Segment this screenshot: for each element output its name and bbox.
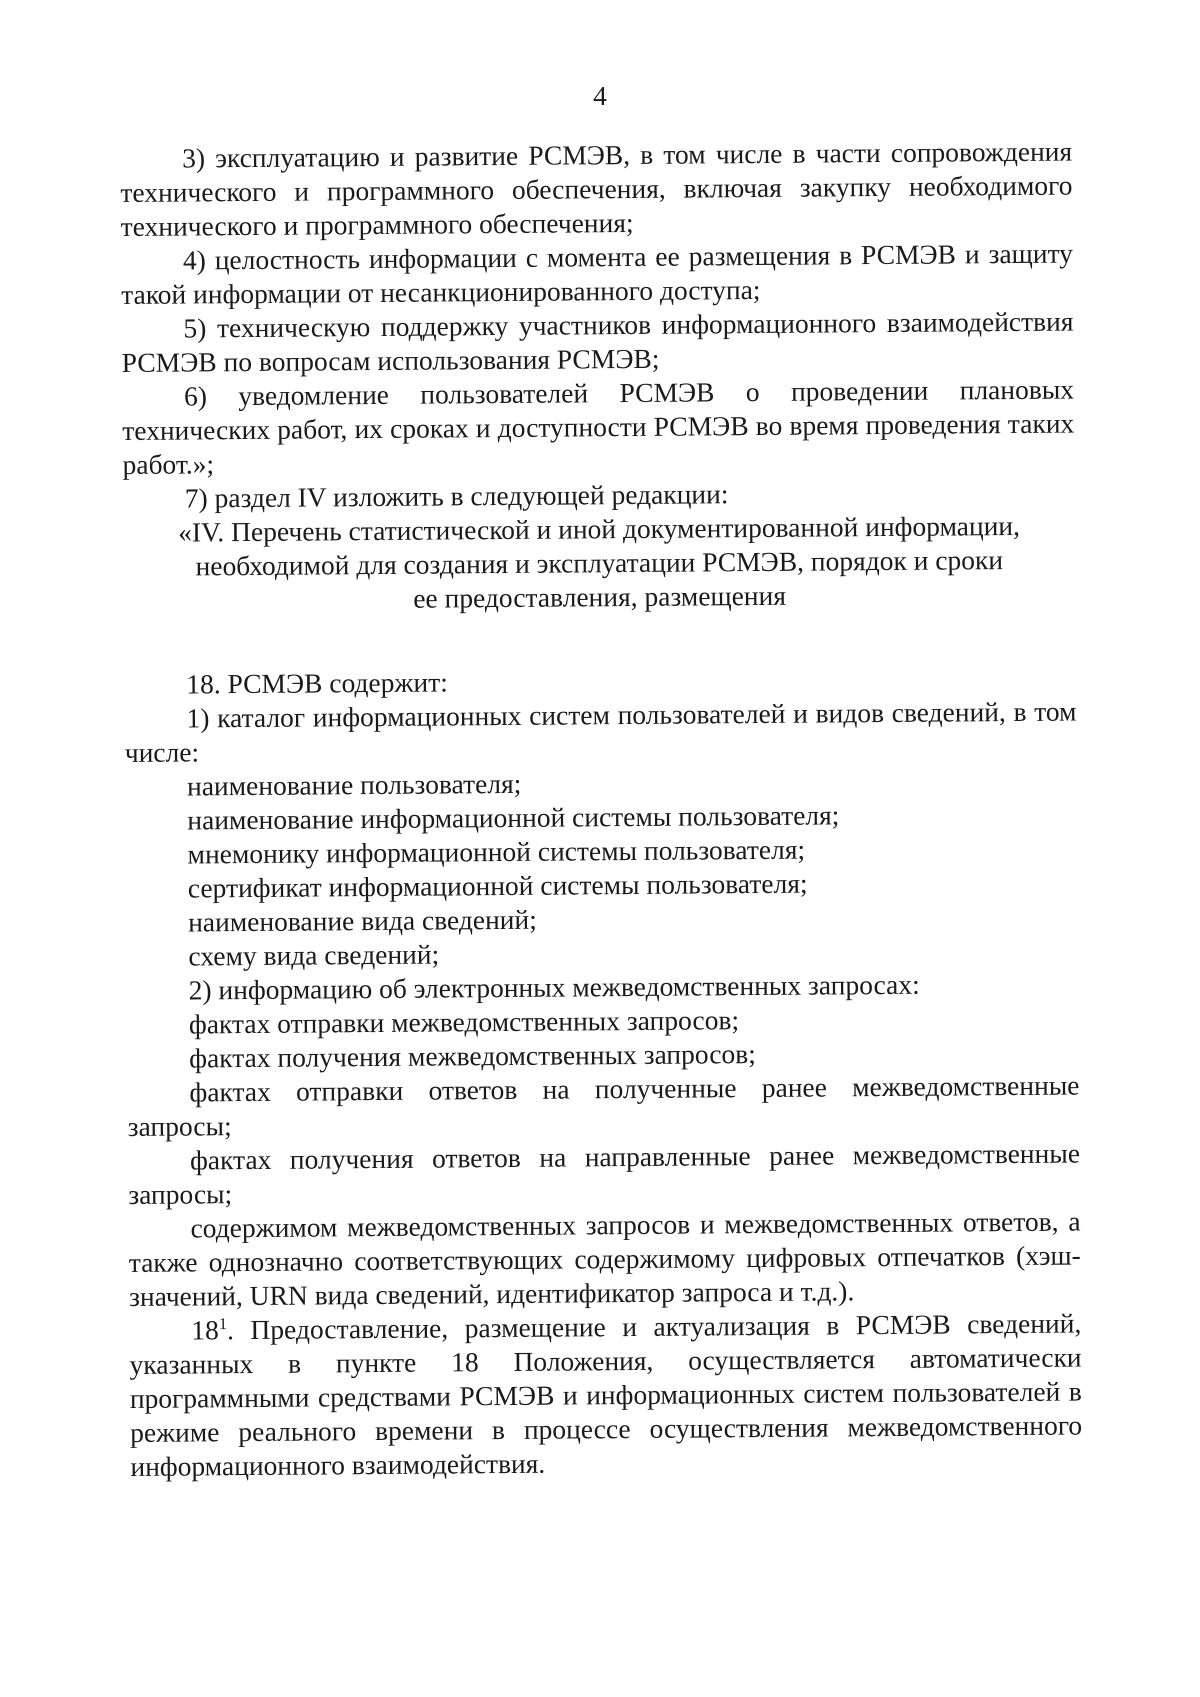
heading-line-3: ее предоставления, размещения <box>413 579 787 614</box>
paragraph-18-item-1: 1) каталог информационных систем пользователей и видов сведений, в том числе: <box>124 695 1077 768</box>
heading-line-2: необходимой для создания и эксплуатации РСМЭВ, порядок и сроки <box>195 544 1004 582</box>
heading-line-1: «IV. Перечень статистической и иной документированной информации, <box>178 509 1021 548</box>
item-6: 6) уведомление пользователей РСМЭВ о проведении плановых технических работ, их сроках и доступности РСМЭВ во время проведения таких работ.»; <box>122 373 1075 480</box>
request-fact: фактах отправки ответов на полученные ранее межведомственные запросы; <box>127 1069 1080 1142</box>
section-heading <box>123 509 1076 618</box>
catalog-item: наименование информационной системы пользователя; <box>187 799 840 836</box>
paragraph-number: 18 <box>191 1314 219 1346</box>
request-fact: фактах получения межведомственных запросов; <box>189 1038 756 1074</box>
item-7: 7) раздел IV изложить в следующей редакции: <box>184 478 729 514</box>
page-number: 4 <box>593 80 607 111</box>
paragraph-18-1 <box>129 1306 1082 1483</box>
paragraph-superscript: 1 <box>218 1314 228 1334</box>
item-4: 4) целостность информации с момента ее размещения в РСМЭВ и защиту такой информации от несанкционированного доступа; <box>121 237 1074 310</box>
paragraph-18-item-2: 2) информацию об электронных межведомственных запросах: <box>188 968 920 1006</box>
request-contents: содержимом межведомственных запросов и межведомственных ответов, а также однозначно соответствующих содержимому цифровых отпечатков (хэш-значений, URN вида сведений, идентификатор запроса и т.д.). <box>128 1205 1081 1312</box>
catalog-item: схему вида сведений; <box>188 938 440 972</box>
catalog-item: наименование вида сведений; <box>188 903 537 938</box>
paragraph-18: 18. РСМЭВ содержит: <box>186 666 448 700</box>
paragraph-18-1-text: . Предоставление, размещение и актуализация в РСМЭВ сведений, указанных в пункте 18 Положения, осуществляется автоматически программными средствами РСМЭВ и информационных систем пользователей в режиме реального времени в процессе осуществления межведомственного информационного взаимодействия. <box>129 1307 1083 1482</box>
item-5: 5) техническую поддержку участников информационного взаимодействия РСМЭВ по вопросам использования РСМЭВ; <box>121 305 1074 378</box>
catalog-item: наименование пользователя; <box>186 767 522 802</box>
document-body <box>120 135 1083 1484</box>
request-fact-last: фактах получения ответов на направленные ранее межведомственные запросы; <box>128 1137 1081 1210</box>
catalog-item: мнемонику информационной системы пользователя; <box>187 833 806 870</box>
request-fact: фактах отправки межведомственных запросов; <box>188 1004 740 1040</box>
item-3: 3) эксплуатацию и развитие РСМЭВ, в том числе в части сопровождения технического и программного обеспечения, включая закупку необходимого технического и программного обеспечения; <box>120 135 1073 242</box>
catalog-item: сертификат информационной системы пользователя; <box>187 867 808 904</box>
